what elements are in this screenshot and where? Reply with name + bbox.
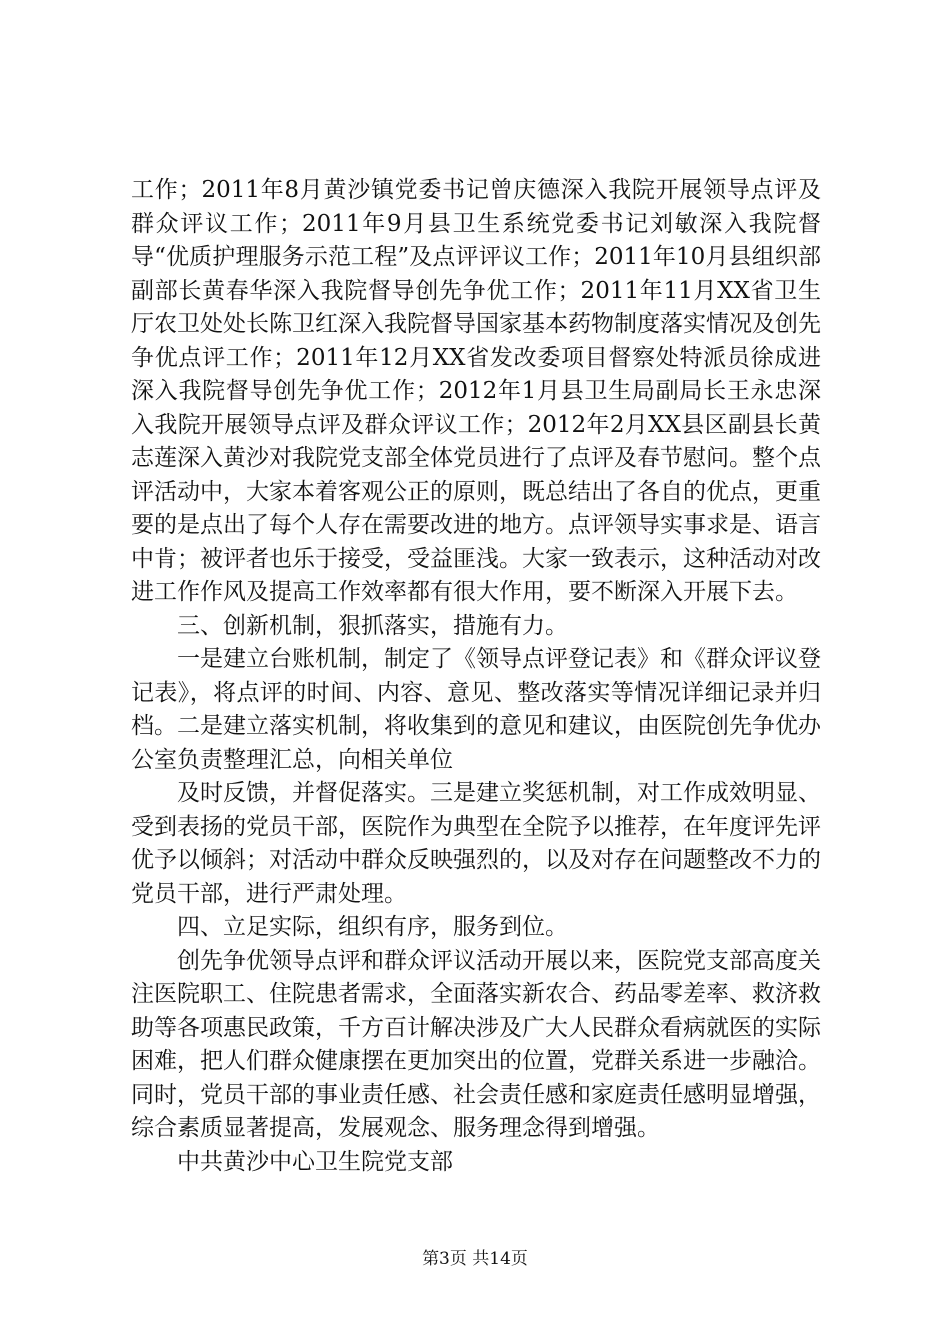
page-number: 第3页 共14页 xyxy=(422,1249,528,1269)
section-heading-4: 四、立足实际，组织有序，服务到位。 xyxy=(177,914,568,940)
section-heading-3: 三、创新机制，狠抓落实，措施有力。 xyxy=(177,612,568,639)
body-paragraph-2: 一是建立台账机制，制定了《领导点评登记表》和《群众评议登记表》，将点评的时间、内容、意见、整改落实等情况详细记录并归档。二是建立落实机制，将收集到的意见和建议，由医院创先争优办公室负责整理汇总，向相关单位 xyxy=(131,646,821,773)
body-paragraph-4: 创先争优领导点评和群众评议活动开展以来，医院党支部高度关注医院职工、住院患者需求，全面落实新农合、药品零差率、救济救助等各项惠民政策，千方百计解决涉及广大人民群众看病就医的实际困难，把人们群众健康摆在更加突出的位置，党群关系进一步融洽。同时，党员干部的事业责任感、社会责任感和家庭责任感明显增强，综合素质显著提高，发展观念、服务理念得到增强。 xyxy=(131,947,821,1141)
signature-line: 中共黄沙中心卫生院党支部 xyxy=(177,1148,453,1175)
body-paragraph-3: 及时反馈，并督促落实。三是建立奖惩机制，对工作成效明显、受到表扬的党员干部，医院作为典型在全院予以推荐，在年度评先评优予以倾斜；对活动中群众反映强烈的，以及对存在问题整改不力的党员干部，进行严肃处理。 xyxy=(131,780,821,907)
document-body xyxy=(131,174,821,1179)
page-footer xyxy=(0,1244,950,1269)
body-paragraph-1: 工作；2011年8月黄沙镇党委书记曾庆德深入我院开展领导点评及群众评议工作；2011年9月县卫生系统党委书记刘敏深入我院督导“优质护理服务示范工程”及点评评议工作；2011年10月县组织部副部长黄春华深入我院督导创先争优工作；2011年11月XX省卫生厅农卫处处长陈卫红深入我院督导国家基本药物制度落实情况及创先争优点评工作；2011年12月XX省发改委项目督察处特派员徐成进深入我院督导创先争优工作；2012年1月县卫生局副局长王永忠深入我院开展领导点评及群众评议工作；2012年2月XX县区副县长黄志莲深入黄沙对我院党支部全体党员进行了点评及春节慰问。整个点评活动中，大家本着客观公正的原则，既总结出了各自的优点，更重要的是点出了每个人存在需要改进的地方。点评领导实事求是、语言中肯；被评者也乐于接受，受益匪浅。大家一致表示，这种活动对改进工作作风及提高工作效率都有很大作用，要不断深入开展下去。 xyxy=(131,177,821,605)
